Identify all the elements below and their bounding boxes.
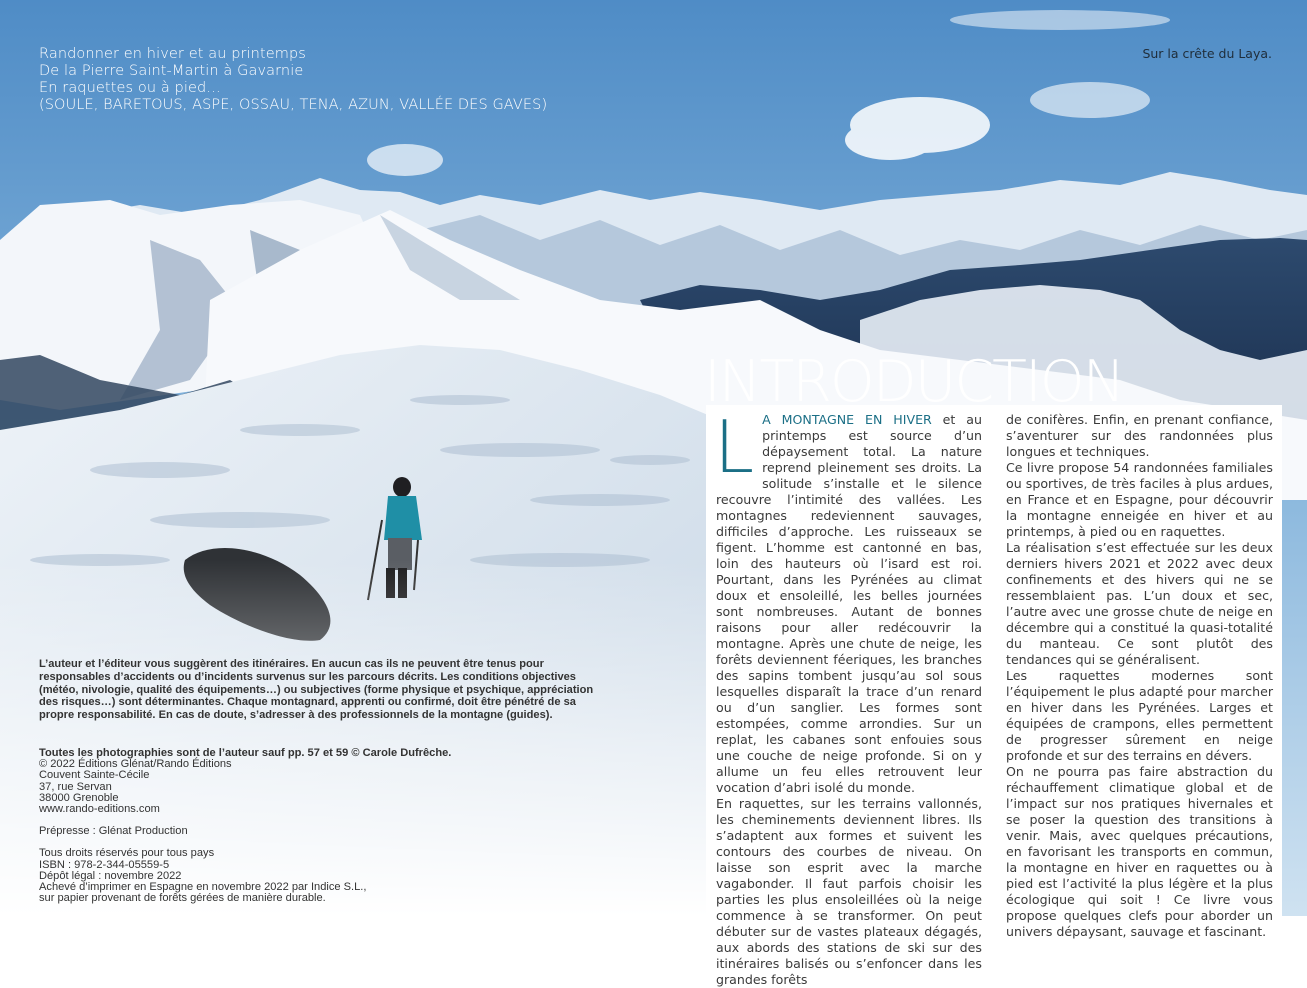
title-line: De la Pierre Saint-Martin à Gavarnie <box>39 63 304 79</box>
credit-line: Tous droits réservés pour tous pays <box>39 847 215 860</box>
title-line: (SOULE, BARETOUS, ASPE, OSSAU, TENA, AZUN, VALLÉE DES GAVES) <box>39 97 548 113</box>
credit-line: © 2022 Éditions Glénat/Rando Éditions <box>39 758 232 771</box>
intro-paragraph: Les raquettes modernes sont l’équipement le plus adapté pour marcher en hiver dans les Pyrénées. Larges et équipées de crampons, elles permettent de progresser sûrement en neige profonde et sur des terrains en dévers. <box>1006 668 1273 763</box>
title-line: En raquettes ou à pied… <box>39 80 221 96</box>
credit-line: Couvent Sainte-Cécile <box>39 769 150 782</box>
intro-paragraph: On ne pourra pas faire abstraction du réchauffement climatique global et de l’impact sur nos pratiques hivernales et se poser la question des transitions à venir. Mais, avec quelques précautions, en favorisant les transports en commun, la montagne en hiver en raquettes ou à pied est l’activité la plus légère et la plus écologique qui soit ! Ce livre vous propose quelques clefs pour aborder un univers dépaysant, sauvage et fascinant. <box>1006 764 1273 939</box>
publication-credits <box>39 748 451 904</box>
drop-cap: L <box>714 405 755 489</box>
credit-line: 37, rue Servan <box>39 780 112 793</box>
intro-paragraph: Ce livre propose 54 randonnées familiales ou sportives, de très faciles à plus ardues, en France et en Espagne, pour découvrir la montagne enneigée en hiver et au printemps, à pied ou en raquettes. <box>1006 460 1273 539</box>
intro-column-2 <box>1006 412 1273 940</box>
photo-caption: Sur la crête du Laya. <box>1142 46 1272 61</box>
book-title-block <box>39 46 547 114</box>
intro-paragraph: La réalisation s’est effectuée sur les deux derniers hivers 2021 et 2022 avec deux confinements et des hivers qui ne se ressemblaient pas. L’un doux et sec, l’autre avec une grosse chute de neige en décembre qui a constitué la quasi-totalité du manteau. Ce sont plutôt des tendances qui se généralisent. <box>1006 540 1273 667</box>
introduction-heading: INTRODUCTION <box>704 349 1124 415</box>
credit-line: www.rando-editions.com <box>39 803 160 816</box>
intro-paragraph <box>714 405 982 796</box>
intro-paragraph: de conifères. Enfin, en prenant confiance, s’aventurer sur des randonnées plus longues et techniques. <box>1006 412 1273 459</box>
paragraph-text: et au printemps est source d’un dépaysement total. La nature reprend pleinement ses droits. La solitude s’installe et le silence recouvre l’intimité des vallées. Les montagnes redeviennent sauvages, difficiles d’approche. Les ruisseaux se figent. L’homme est cantonné en bas, loin des hauteurs où l’isard est roi. Pourtant, dans les Pyrénées au climat doux et ensoleillé, les belles journées sont nombreuses. Autant de bonnes raisons pour aller redécouvrir la montagne. Après une chute de neige, les forêts deviennent féeriques, les branches des sapins tombent jusqu’au sol sous lesquelles disparaît la trace d’un renard ou d’un sanglier. Les formes sont estompées, comme arrondies. Sur un replat, les cabanes sont enfouies sous une couche de neige profonde. Si on y allume un feu elles retrouvent leur vocation d’abri isolé du monde. <box>716 412 982 795</box>
title-line: Randonner en hiver et au printemps <box>39 46 306 62</box>
intro-paragraph: En raquettes, sur les terrains vallonnés, les cheminements deviennent libres. Ils s’adaptent aux formes et suivent les contours des courbes de niveau. On laisse son esprit avec la marche vagabonder. Il faut parfois choisir les parties les plus ensoleillées où la neige commence à se transformer. On peut débuter sur de vastes plateaux dégagés, aux abords des stations de ski sur des itinéraires balisés ou s’enfoncer dans les grandes forêts <box>716 796 982 987</box>
disclaimer-text: L’auteur et l’éditeur vous suggèrent des itinéraires. En aucun cas ils ne peuvent être tenus pour responsables d’accidents ou d’incidents survenus sur les parcours décrits. Les conditions objectives (météo, nivologie, qualité des équipements…) ou subjectives (forme physique et psychique, appréciation des risques…) sont déterminantes. Chaque montagnard, apprenti ou confirmé, doit être pénétré de sa propre responsabilité. En cas de doute, s’adresser à des professionnels de la montagne (guides). <box>39 658 594 722</box>
credit-line: Achevé d’imprimer en Espagne en novembre 2022 par Indice S.L., <box>39 881 367 894</box>
credit-line: Dépôt légal : novembre 2022 <box>39 869 182 882</box>
credit-line: sur papier provenant de forêts gérées de manière durable. <box>39 892 326 905</box>
credit-line: Prépresse : Glénat Production <box>39 825 188 838</box>
credit-line: ISBN : 978-2-344-05559-5 <box>39 858 170 871</box>
intro-column-1 <box>714 405 982 988</box>
credit-line: 38000 Grenoble <box>39 791 119 804</box>
lead-in: A MONTAGNE EN HIVER <box>762 412 932 427</box>
credit-line: Toutes les photographies sont de l’auteur sauf pp. 57 et 59 © Carole Dufrêche. <box>39 747 452 759</box>
